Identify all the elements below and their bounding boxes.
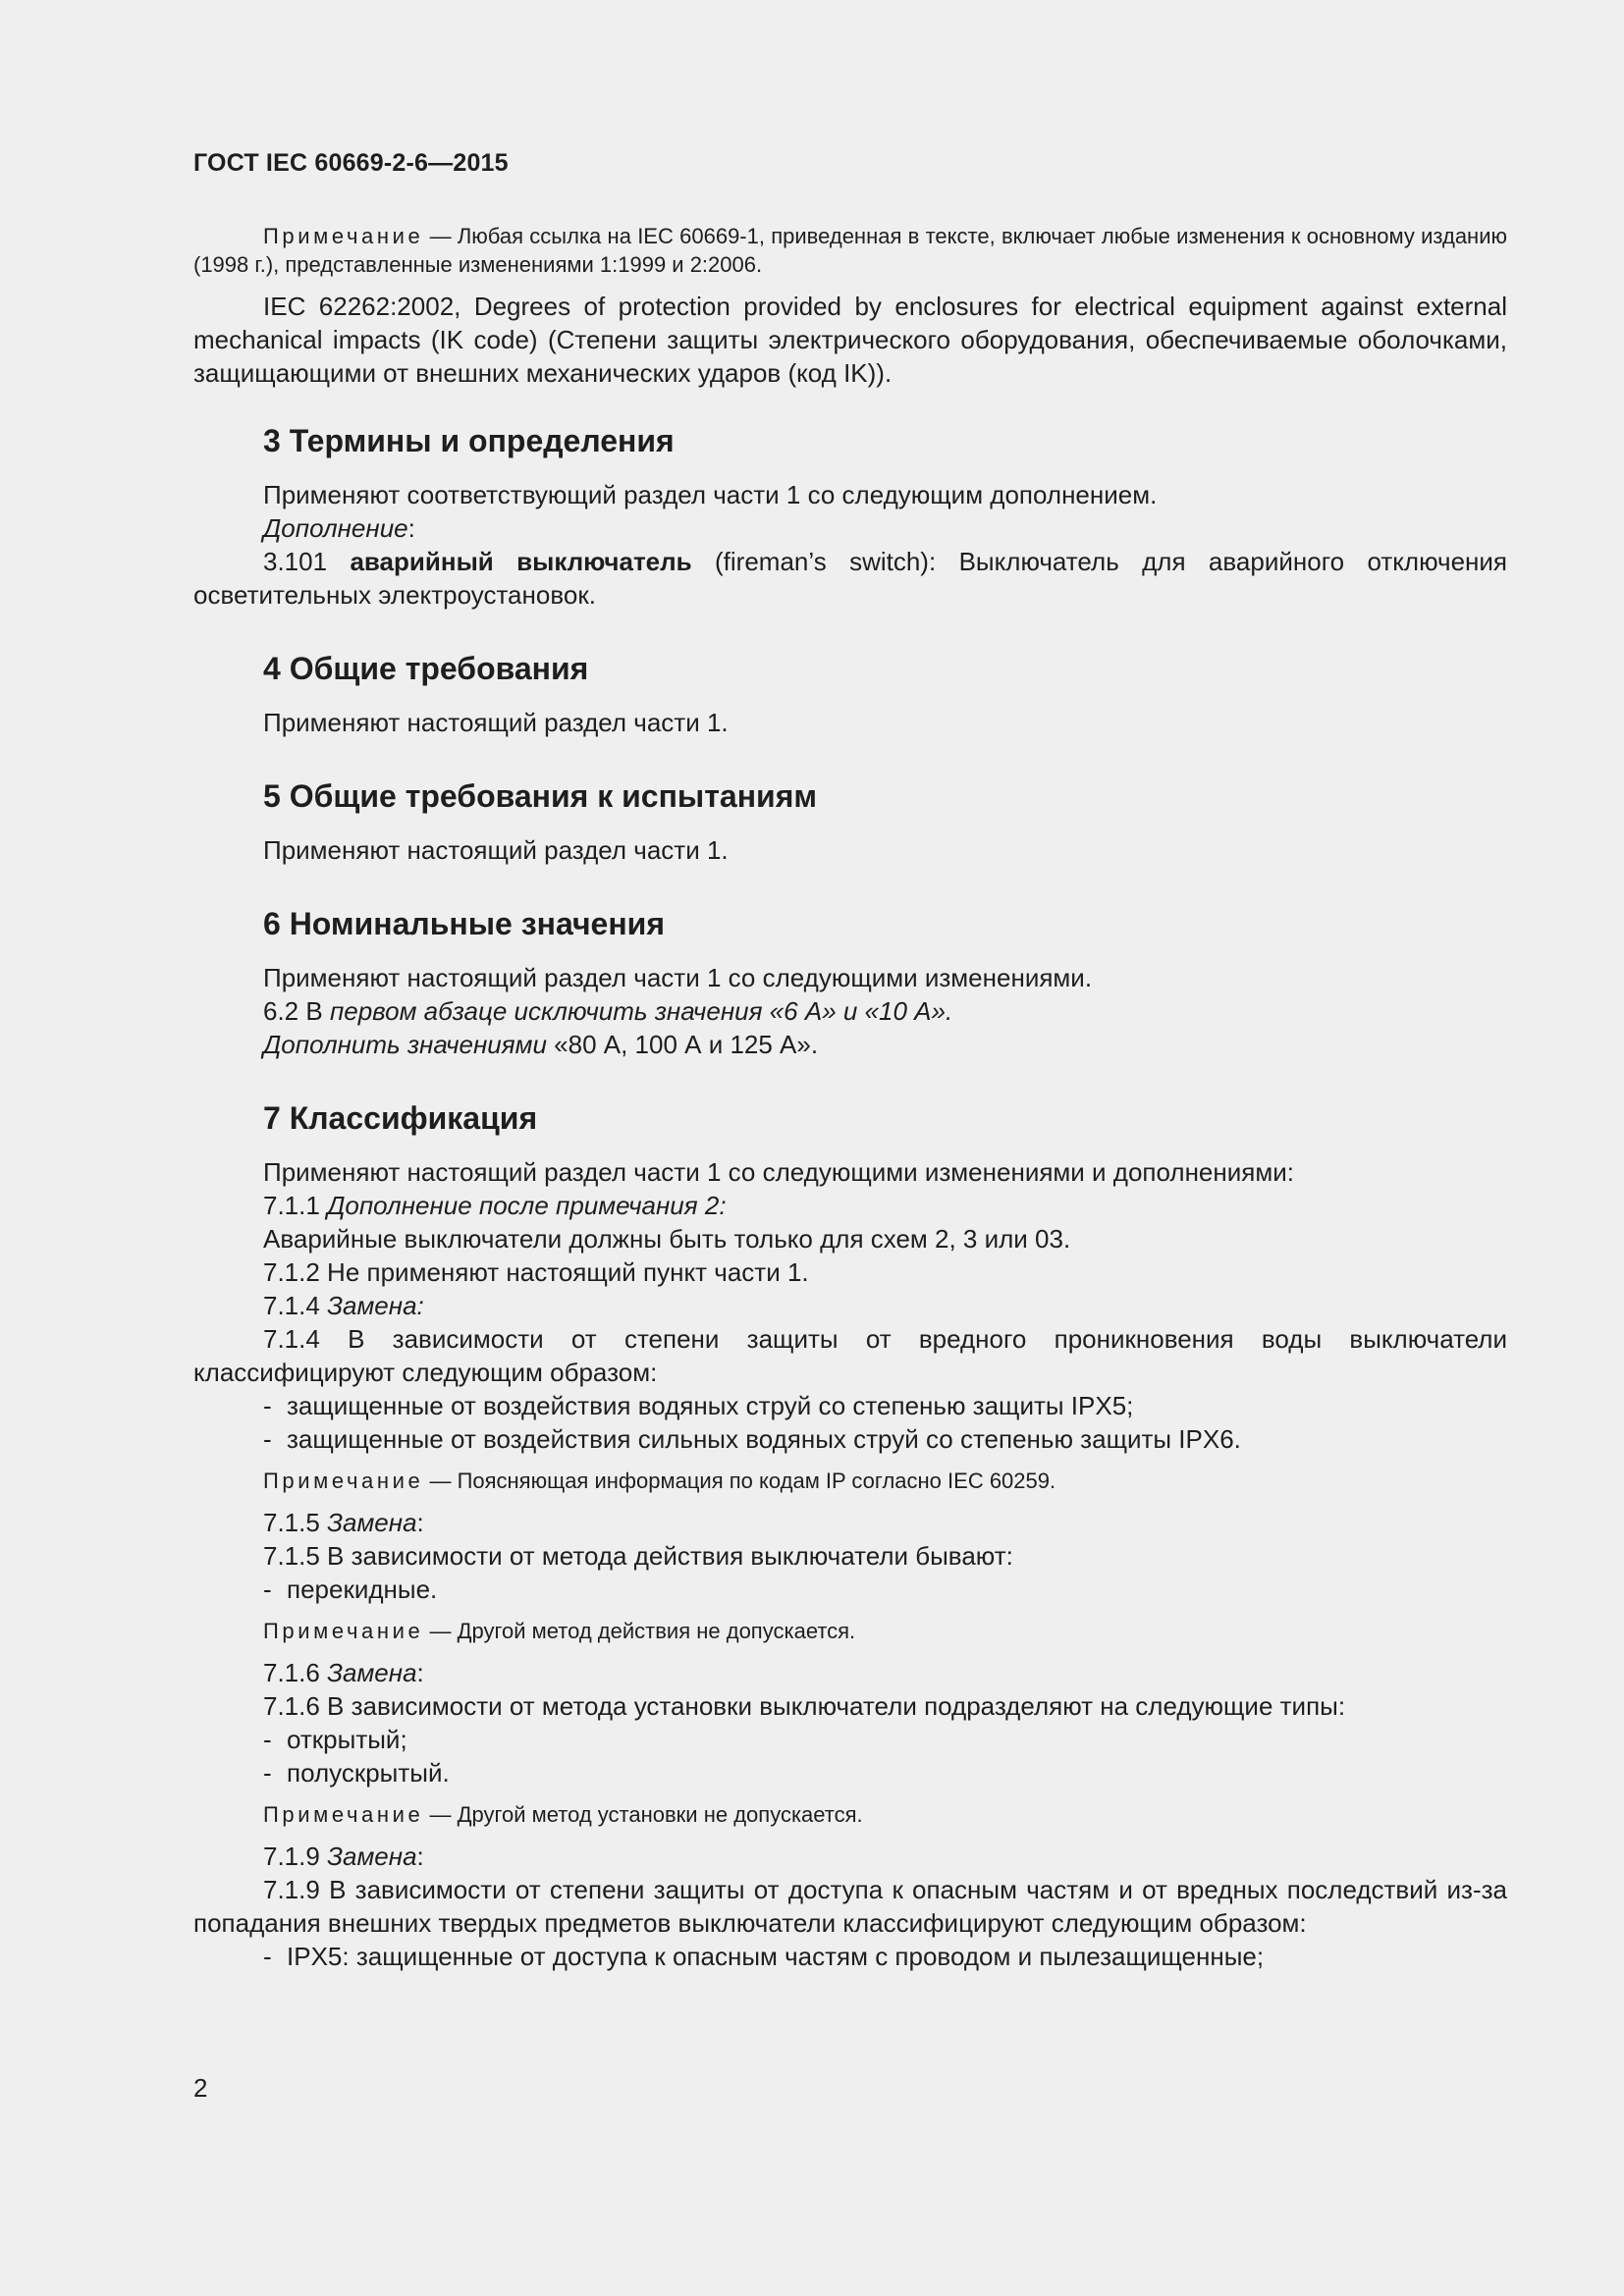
paragraph: Применяют настоящий раздел части 1. <box>263 708 729 737</box>
paragraph: 7.1.9 Замена: <box>263 1842 424 1871</box>
paragraph: 7.1.4 В зависимости от степени защиты от вредного проникновения воды выключатели классифицируют следующим образом: <box>193 1324 1507 1387</box>
reference-paragraph: IEC 62262:2002, Degrees of protection provided by enclosures for electrical equipment against external mechanical impacts (IK code) (Степени защиты электрического оборудования, обеспечиваемые оболочками, защищающими от внешних механических ударов (код IK)). <box>193 292 1507 388</box>
paragraph: Применяют настоящий раздел части 1 со следующими изменениями и дополнениями: <box>263 1157 1294 1187</box>
note: Примечание — Поясняющая информация по кодам IP согласно IEC 60259. <box>263 1468 1056 1493</box>
section-heading: 7 Классификация <box>263 1100 538 1136</box>
paragraph: 7.1.5 В зависимости от метода действия выключатели бывают: <box>263 1541 1013 1571</box>
page-number: 2 <box>193 2073 208 2103</box>
paragraph: Применяют настоящий раздел части 1. <box>263 835 729 865</box>
list-item: - защищенные от воздействия водяных струй со степенью защиты IPX5; <box>263 1391 1134 1420</box>
paragraph: 7.1.2 Не применяют настоящий пункт части 1. <box>263 1257 809 1287</box>
paragraph: Применяют соответствующий раздел части 1 со следующим дополнением. <box>263 480 1158 509</box>
paragraph: 7.1.9 В зависимости от степени защиты от доступа к опасным частям и от вредных последствий из-за попадания внешних твердых предметов выключатели классифицируют следующим образом: <box>193 1875 1507 1938</box>
list-item: - защищенные от воздействия сильных водяных струй со степенью защиты IPX6. <box>263 1424 1241 1454</box>
paragraph: Дополнить значениями «80 А, 100 А и 125 А». <box>263 1030 819 1059</box>
note: Примечание — Другой метод установки не допускается. <box>263 1802 863 1827</box>
paragraph: 6.2 В первом абзаце исключить значения «6 А» и «10 А». <box>263 996 953 1026</box>
section-heading: 4 Общие требования <box>263 651 589 686</box>
definition-paragraph: 3.101 аварийный выключатель (fireman’s switch): Выключатель для аварийного отключения осветительных электроустановок. <box>193 547 1507 610</box>
note-label: Примечание <box>263 224 424 248</box>
note-label: Примечание <box>263 1802 424 1827</box>
note-text: — Любая ссылка на IEC 60669-1, приведенная в тексте, включает любые изменения к основному изданию (1998 г.), представленные изменениями 1:1999 и 2:2006. <box>193 224 1507 277</box>
section-heading: 5 Общие требования к испытаниям <box>263 778 818 814</box>
list-item: - полускрытый. <box>263 1758 450 1788</box>
paragraph: Аварийные выключатели должны быть только для схем 2, 3 или 03. <box>263 1224 1071 1254</box>
section-heading: 3 Термины и определения <box>263 423 675 458</box>
paragraph: 7.1.1 Дополнение после примечания 2: <box>263 1191 727 1220</box>
document-content <box>193 222 1507 1973</box>
paragraph: 7.1.6 Замена: <box>263 1658 424 1687</box>
document-header: ГОСТ IEC 60669-2-6—2015 <box>193 149 509 177</box>
note-label: Примечание <box>263 1619 424 1643</box>
paragraph: 7.1.5 Замена: <box>263 1508 424 1537</box>
list-item: - открытый; <box>263 1725 407 1754</box>
list-item: - перекидные. <box>263 1575 438 1604</box>
intro-note <box>193 222 1507 279</box>
note-label: Примечание <box>263 1468 424 1493</box>
paragraph: Применяют настоящий раздел части 1 со следующими изменениями. <box>263 963 1093 992</box>
italic-text: Дополнение <box>263 513 408 543</box>
paragraph: Дополнение: <box>263 513 415 543</box>
term: аварийный выключатель <box>350 547 692 576</box>
paragraph: 7.1.4 Замена: <box>263 1291 424 1320</box>
note: Примечание — Другой метод действия не допускается. <box>263 1619 856 1643</box>
section-heading: 6 Номинальные значения <box>263 906 666 941</box>
list-item: - IPX5: защищенные от доступа к опасным частям с проводом и пылезащищенные; <box>263 1942 1265 1971</box>
paragraph: 7.1.6 В зависимости от метода установки выключатели подразделяют на следующие типы: <box>263 1691 1346 1721</box>
